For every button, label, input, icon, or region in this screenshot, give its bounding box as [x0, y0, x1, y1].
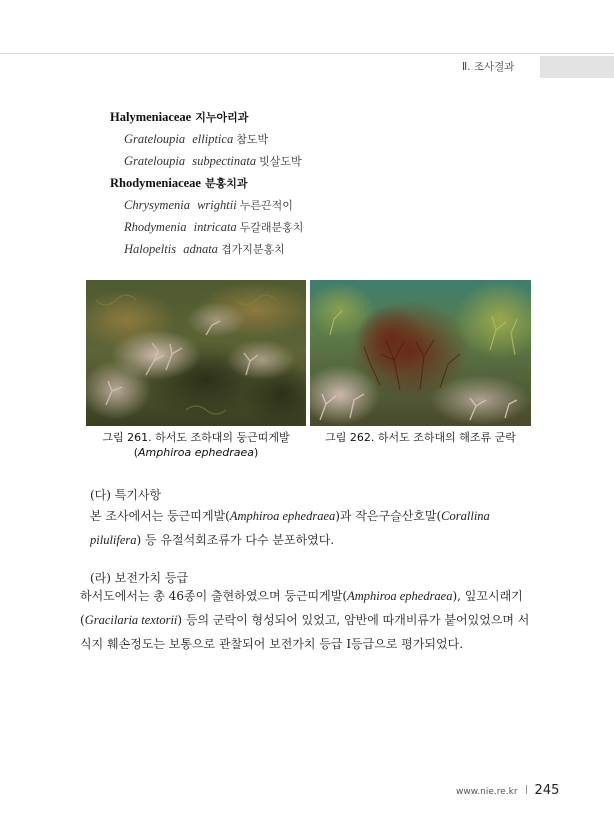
species-korean-name: 누른끈적이	[239, 199, 293, 212]
section-heading-ra: (라) 보전가치 등급	[90, 571, 189, 585]
species-korean-name: 두갈래분홍치	[239, 221, 304, 234]
species-scientific-name: Chrysymenia wrightii	[124, 198, 237, 212]
section-paragraph-da	[80, 504, 533, 552]
text-run: )과 작은구슬산호말(	[335, 509, 442, 523]
caption-scientific-name: Amphiroa ephedraea	[138, 446, 254, 459]
species-item	[110, 150, 303, 172]
species-scientific-name: Rhodymenia intricata	[124, 220, 237, 234]
footer-url: www.nie.re.kr	[456, 787, 518, 797]
header-tab-block	[540, 56, 614, 78]
species-item	[110, 128, 303, 150]
family-korean-name: 지누아리과	[195, 111, 249, 124]
photo-algal-community	[310, 280, 531, 426]
text-run: ) 등의 군락이 형성되어 있었고, 암반에 따개비류가 붙어있었으며 서식지 훼손정도는 보통으로 관찰되어 보전가치 등급 Ⅰ등급으로 평가되었다.	[80, 613, 530, 651]
photo-amphiroa	[86, 280, 306, 426]
species-item	[110, 216, 303, 238]
text-run: ) 등 유절석회조류가 다수 분포하였다.	[136, 533, 335, 547]
species-korean-name: 겹가지분홍치	[220, 243, 285, 256]
species-korean-name: 참도박	[236, 133, 269, 146]
header-rule	[0, 53, 614, 54]
scientific-name: Amphiroa ephedraea	[229, 509, 336, 523]
text-run: 본 조사에서는 둥근띠게발(	[90, 509, 230, 523]
scientific-name: Amphiroa ephedraea	[347, 589, 453, 603]
figure-caption-262	[310, 430, 531, 445]
family-name: Halymeniaceae	[110, 110, 192, 124]
text-run: 하서도에서는 총 46종이 출현하였으며 둥근띠게발(	[80, 589, 348, 603]
footer-divider	[526, 785, 527, 794]
scientific-name: Corallina pilulifera	[90, 509, 490, 547]
family-korean-name: 분홍치과	[204, 177, 248, 190]
family-heading	[110, 106, 303, 128]
running-header: Ⅱ. 조사결과	[462, 61, 515, 73]
figure-caption-261	[86, 430, 306, 460]
family-heading	[110, 172, 303, 194]
text-run: ), 잎꼬시래기(	[80, 589, 523, 627]
scientific-name: Gracilaria textorii	[84, 613, 178, 627]
species-scientific-name: Grateloupia subpectinata	[124, 154, 257, 168]
section-paragraph-ra	[80, 584, 533, 656]
page-number: 245	[534, 783, 560, 798]
species-korean-name: 빗살도박	[259, 155, 302, 168]
family-name: Rhodymeniaceae	[110, 176, 201, 190]
caption-sci-line: (Amphiroa ephedraea)	[133, 446, 259, 459]
species-scientific-name: Halopeltis adnata	[124, 242, 218, 256]
caption-label: 그림 262. 하서도 조하대의 해조류 군락	[325, 431, 516, 444]
page-footer	[456, 779, 559, 799]
taxa-list	[110, 106, 303, 260]
species-scientific-name: Grateloupia elliptica	[124, 132, 234, 146]
species-item	[110, 238, 303, 260]
species-item	[110, 194, 303, 216]
section-heading-da: (다) 특기사항	[90, 488, 162, 502]
caption-label: 그림 261. 하서도 조하대의 둥근띠게발	[102, 431, 290, 444]
